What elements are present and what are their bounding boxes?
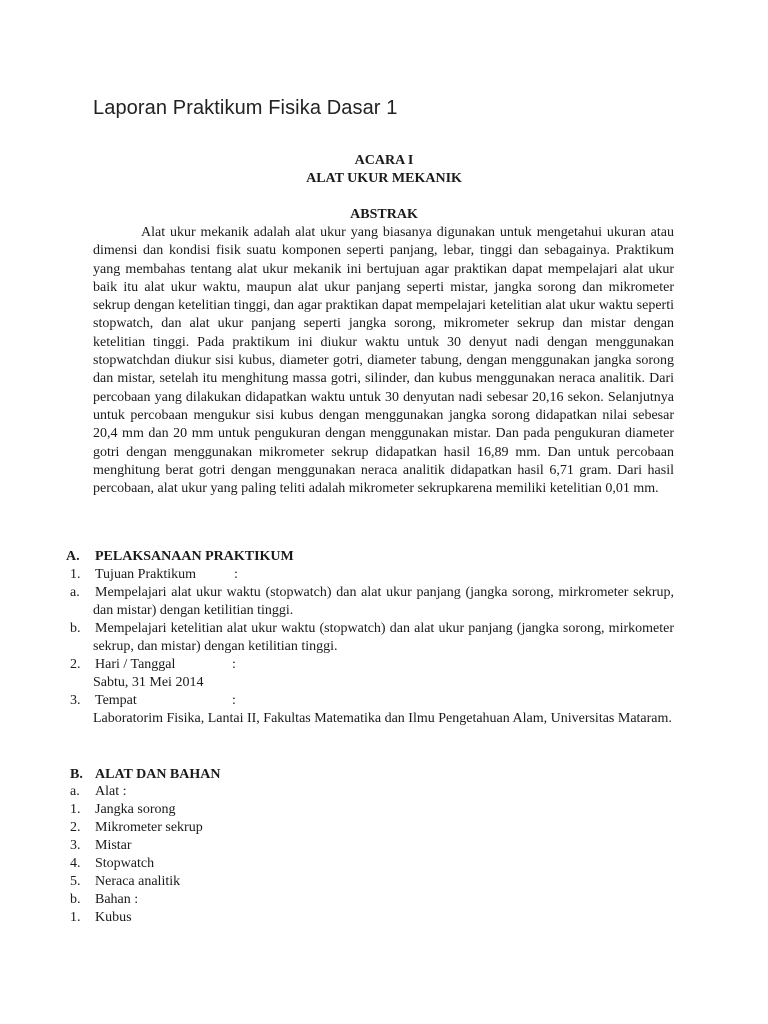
goal-a-text: Mempelajari alat ukur waktu (stopwatch) dan alat ukur panjang (jangka sorong, mirkrometer sekrup, dan mistar) dengan ketilitian tinggi.	[93, 585, 674, 618]
section-b-letter: B.	[70, 767, 83, 782]
subtitle-heading: ALAT UKUR MEKANIK	[306, 171, 462, 186]
hari-colon: :	[232, 657, 236, 672]
tujuan-colon: :	[234, 567, 238, 582]
alat-label: Alat :	[95, 784, 127, 799]
bahan-letter: b.	[70, 892, 81, 907]
tempat-value: Laboratorim Fisika, Lantai II, Fakultas Matematika dan Ilmu Pengetahuan Alam, Universitas Mataram.	[93, 711, 672, 726]
bahan-label: Bahan :	[95, 892, 139, 907]
list-item-number: 2.	[70, 820, 81, 835]
list-item: Neraca analitik	[95, 874, 181, 889]
list-item: Stopwatch	[95, 856, 155, 871]
alat-letter: a.	[70, 784, 80, 799]
list-item: Mikrometer sekrup	[95, 820, 203, 835]
abstract-heading: ABSTRAK	[350, 207, 418, 222]
goal-a-letter: a.	[70, 585, 80, 600]
list-item-number: 1.	[70, 802, 81, 817]
list-item-number: 1.	[70, 910, 81, 925]
acara-heading: ACARA I	[354, 153, 414, 168]
abstract-paragraph: Alat ukur mekanik adalah alat ukur yang biasanya digunakan untuk mengetahui ukuran atau dimensi dan kondisi fisik suatu komponen seperti panjang, lebar, tinggi dan sebagainya. Praktikum yang membahas tentang alat ukur mekanik ini bertujuan agar praktikan dapat mempelajari alat ukur baik itu alat ukur waktu, maupun alat ukur panjang seperti mistar, jangka sorong dan mikrometer sekrup dengan ketelitian tinggi, dan agar praktikan dapat mempelajari ketelitian alat ukur waktu seperti stopwatch, dan alat ukur panjang seperti jangka sorong, mikrometer sekrup dan mistar dengan ketelitian tinggi. Pada praktikum ini diukur waktu untuk 30 denyut nadi dengan menggunakan stopwatchdan diukur sisi kubus, diameter gotri, diameter tabung, dengan menggunakan jangka sorong dan mistar, setelah itu menghitung massa gotri, silinder, dan kubus menggunakan neraca analitik. Dari percobaan yang dilakukan didapatkan waktu untuk 30 denyutan nadi sebesar 20,16 sekon. Selanjutnya untuk percobaan mengukur sisi kubus dengan menggunakan jangka sorong didapatkan nilai sebesar 20,4 mm dan 20 mm untuk pengukuran dengan menggunakan mistar. Dan pada pengukuran diameter gotri dengan menggunakan mikrometer sekrup didapatkan hasil 16,89 mm. Dan untuk percobaan menghitung berat gotri dengan menggunakan neraca analitik didapatkan hasil 6,71 gram. Dari hasil percobaan, alat ukur yang paling teliti adalah mikrometer sekrupkarena memiliki ketelitian 0,01 mm.	[93, 225, 674, 497]
tujuan-label: Tujuan Praktikum	[95, 567, 196, 582]
tempat-label: Tempat	[95, 693, 137, 708]
section-b-title: ALAT DAN BAHAN	[95, 767, 221, 782]
section-a-letter: A.	[66, 549, 80, 564]
hari-value: Sabtu, 31 Mei 2014	[93, 675, 204, 690]
section-a-title: PELAKSANAAN PRAKTIKUM	[95, 549, 294, 564]
hari-number: 2.	[70, 657, 81, 672]
tempat-colon: :	[232, 693, 236, 708]
list-item: Mistar	[95, 838, 132, 853]
list-item: Kubus	[95, 910, 132, 925]
goal-b-text: Mempelajari ketelitian alat ukur waktu (stopwatch) dan alat ukur panjang (jangka sorong, mirkometer sekrup, dan mistar) dengan ketilitian tinggi.	[93, 621, 674, 654]
list-item-number: 4.	[70, 856, 81, 871]
tempat-number: 3.	[70, 693, 81, 708]
list-item: Jangka sorong	[95, 802, 176, 817]
list-item-number: 3.	[70, 838, 81, 853]
hari-label: Hari / Tanggal	[95, 657, 176, 672]
goal-b-letter: b.	[70, 621, 81, 636]
tujuan-number: 1.	[70, 567, 81, 582]
header-title: Laporan Praktikum Fisika Dasar 1	[93, 97, 398, 119]
list-item-number: 5.	[70, 874, 81, 889]
